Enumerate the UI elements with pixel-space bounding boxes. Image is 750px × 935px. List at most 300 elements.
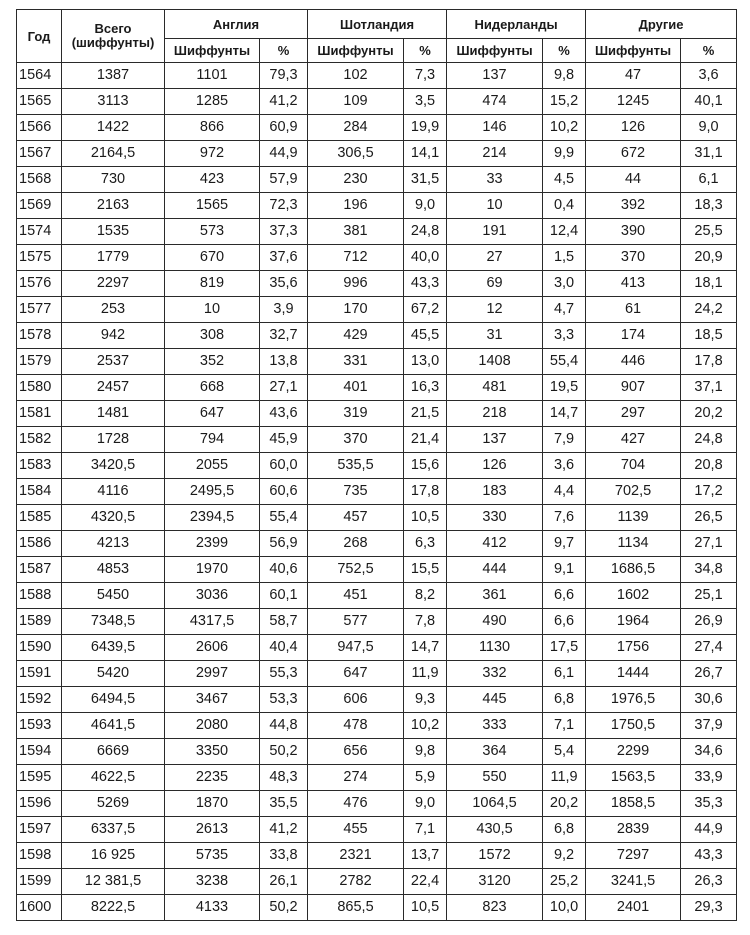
cell-scotland-pct: 21,5 <box>404 401 447 427</box>
cell-other-amount: 3241,5 <box>586 869 681 895</box>
table-row <box>17 713 737 739</box>
cell-year: 1600 <box>17 895 62 921</box>
cell-other-pct: 30,6 <box>681 687 737 713</box>
cell-scotland-amount: 752,5 <box>308 557 404 583</box>
cell-scotland-amount: 284 <box>308 115 404 141</box>
table-wrapper <box>16 9 737 921</box>
cell-other-amount: 672 <box>586 141 681 167</box>
cell-netherlands-amount: 27 <box>447 245 543 271</box>
cell-netherlands-pct: 9,9 <box>543 141 586 167</box>
cell-england-amount: 2080 <box>165 713 260 739</box>
cell-netherlands-amount: 69 <box>447 271 543 297</box>
cell-total: 7348,5 <box>62 609 165 635</box>
cell-netherlands-amount: 444 <box>447 557 543 583</box>
cell-other-amount: 1756 <box>586 635 681 661</box>
cell-netherlands-amount: 3120 <box>447 869 543 895</box>
cell-netherlands-pct: 15,2 <box>543 89 586 115</box>
cell-scotland-amount: 457 <box>308 505 404 531</box>
cell-england-pct: 37,3 <box>260 219 308 245</box>
cell-netherlands-pct: 4,7 <box>543 297 586 323</box>
cell-netherlands-amount: 214 <box>447 141 543 167</box>
cell-netherlands-amount: 490 <box>447 609 543 635</box>
table-row <box>17 609 737 635</box>
cell-total: 12 381,5 <box>62 869 165 895</box>
cell-netherlands-pct: 9,1 <box>543 557 586 583</box>
cell-netherlands-amount: 333 <box>447 713 543 739</box>
header-total-line1: Всего <box>94 20 132 36</box>
cell-england-pct: 72,3 <box>260 193 308 219</box>
cell-year: 1586 <box>17 531 62 557</box>
cell-scotland-pct: 21,4 <box>404 427 447 453</box>
cell-netherlands-pct: 6,6 <box>543 583 586 609</box>
cell-other-amount: 1444 <box>586 661 681 687</box>
cell-england-amount: 2613 <box>165 817 260 843</box>
cell-netherlands-amount: 33 <box>447 167 543 193</box>
cell-netherlands-pct: 14,7 <box>543 401 586 427</box>
header-group-netherlands: Нидерланды <box>447 10 586 39</box>
cell-netherlands-amount: 218 <box>447 401 543 427</box>
cell-england-pct: 60,0 <box>260 453 308 479</box>
cell-other-pct: 20,2 <box>681 401 737 427</box>
cell-netherlands-amount: 146 <box>447 115 543 141</box>
cell-england-pct: 41,2 <box>260 89 308 115</box>
cell-scotland-pct: 7,1 <box>404 817 447 843</box>
cell-netherlands-amount: 12 <box>447 297 543 323</box>
cell-year: 1580 <box>17 375 62 401</box>
cell-netherlands-pct: 3,6 <box>543 453 586 479</box>
cell-total: 4116 <box>62 479 165 505</box>
cell-netherlands-pct: 20,2 <box>543 791 586 817</box>
cell-england-pct: 35,5 <box>260 791 308 817</box>
cell-england-amount: 3350 <box>165 739 260 765</box>
table-row <box>17 843 737 869</box>
cell-england-amount: 668 <box>165 375 260 401</box>
cell-other-amount: 1139 <box>586 505 681 531</box>
cell-england-pct: 44,9 <box>260 141 308 167</box>
cell-scotland-pct: 9,0 <box>404 791 447 817</box>
cell-other-pct: 20,8 <box>681 453 737 479</box>
cell-other-pct: 43,3 <box>681 843 737 869</box>
cell-other-pct: 37,9 <box>681 713 737 739</box>
cell-total: 2457 <box>62 375 165 401</box>
cell-other-amount: 47 <box>586 63 681 89</box>
cell-england-amount: 2399 <box>165 531 260 557</box>
cell-england-pct: 55,4 <box>260 505 308 531</box>
cell-other-pct: 20,9 <box>681 245 737 271</box>
cell-other-pct: 34,6 <box>681 739 737 765</box>
cell-netherlands-pct: 7,6 <box>543 505 586 531</box>
cell-england-pct: 60,6 <box>260 479 308 505</box>
table-row <box>17 245 737 271</box>
cell-other-pct: 24,2 <box>681 297 737 323</box>
cell-scotland-amount: 306,5 <box>308 141 404 167</box>
cell-year: 1567 <box>17 141 62 167</box>
cell-netherlands-amount: 1130 <box>447 635 543 661</box>
header-year: Год <box>17 10 62 63</box>
cell-other-pct: 6,1 <box>681 167 737 193</box>
cell-netherlands-amount: 1064,5 <box>447 791 543 817</box>
cell-england-pct: 32,7 <box>260 323 308 349</box>
cell-england-amount: 2055 <box>165 453 260 479</box>
cell-other-amount: 1245 <box>586 89 681 115</box>
cell-netherlands-pct: 0,4 <box>543 193 586 219</box>
header-group-england: Англия <box>165 10 308 39</box>
cell-netherlands-amount: 550 <box>447 765 543 791</box>
cell-other-pct: 18,3 <box>681 193 737 219</box>
cell-netherlands-pct: 25,2 <box>543 869 586 895</box>
cell-scotland-amount: 577 <box>308 609 404 635</box>
cell-year: 1587 <box>17 557 62 583</box>
cell-netherlands-pct: 19,5 <box>543 375 586 401</box>
cell-netherlands-amount: 361 <box>447 583 543 609</box>
cell-netherlands-pct: 10,2 <box>543 115 586 141</box>
cell-scotland-pct: 22,4 <box>404 869 447 895</box>
cell-other-pct: 17,8 <box>681 349 737 375</box>
cell-other-amount: 44 <box>586 167 681 193</box>
cell-scotland-pct: 15,6 <box>404 453 447 479</box>
cell-netherlands-pct: 11,9 <box>543 765 586 791</box>
cell-total: 6337,5 <box>62 817 165 843</box>
cell-scotland-amount: 535,5 <box>308 453 404 479</box>
cell-year: 1579 <box>17 349 62 375</box>
cell-netherlands-pct: 6,1 <box>543 661 586 687</box>
cell-netherlands-amount: 137 <box>447 427 543 453</box>
table-row <box>17 557 737 583</box>
cell-netherlands-pct: 1,5 <box>543 245 586 271</box>
header-unit: Шиффунты <box>165 39 260 63</box>
cell-england-amount: 308 <box>165 323 260 349</box>
cell-england-amount: 2997 <box>165 661 260 687</box>
cell-other-amount: 61 <box>586 297 681 323</box>
cell-year: 1574 <box>17 219 62 245</box>
cell-other-amount: 2839 <box>586 817 681 843</box>
cell-england-pct: 41,2 <box>260 817 308 843</box>
cell-england-pct: 37,6 <box>260 245 308 271</box>
cell-england-amount: 352 <box>165 349 260 375</box>
cell-other-pct: 31,1 <box>681 141 737 167</box>
table-row <box>17 401 737 427</box>
header-group-scotland: Шотландия <box>308 10 447 39</box>
cell-other-amount: 907 <box>586 375 681 401</box>
cell-england-pct: 45,9 <box>260 427 308 453</box>
cell-netherlands-pct: 6,8 <box>543 817 586 843</box>
cell-scotland-pct: 10,5 <box>404 505 447 531</box>
cell-netherlands-pct: 5,4 <box>543 739 586 765</box>
cell-other-amount: 2401 <box>586 895 681 921</box>
cell-netherlands-amount: 137 <box>447 63 543 89</box>
cell-other-amount: 1976,5 <box>586 687 681 713</box>
cell-other-amount: 1563,5 <box>586 765 681 791</box>
cell-year: 1594 <box>17 739 62 765</box>
cell-other-pct: 40,1 <box>681 89 737 115</box>
cell-year: 1590 <box>17 635 62 661</box>
cell-england-amount: 3467 <box>165 687 260 713</box>
cell-scotland-pct: 45,5 <box>404 323 447 349</box>
cell-scotland-amount: 2321 <box>308 843 404 869</box>
table-row <box>17 375 737 401</box>
cell-scotland-pct: 7,3 <box>404 63 447 89</box>
table-row <box>17 427 737 453</box>
cell-other-pct: 34,8 <box>681 557 737 583</box>
cell-scotland-amount: 2782 <box>308 869 404 895</box>
cell-netherlands-amount: 1408 <box>447 349 543 375</box>
cell-year: 1593 <box>17 713 62 739</box>
cell-scotland-pct: 40,0 <box>404 245 447 271</box>
cell-other-amount: 1964 <box>586 609 681 635</box>
cell-england-amount: 4317,5 <box>165 609 260 635</box>
cell-scotland-pct: 24,8 <box>404 219 447 245</box>
cell-netherlands-amount: 126 <box>447 453 543 479</box>
header-pct: % <box>543 39 586 63</box>
cell-scotland-amount: 996 <box>308 271 404 297</box>
cell-england-pct: 58,7 <box>260 609 308 635</box>
cell-england-amount: 2495,5 <box>165 479 260 505</box>
cell-total: 942 <box>62 323 165 349</box>
cell-other-pct: 25,1 <box>681 583 737 609</box>
table-row <box>17 271 737 297</box>
cell-scotland-amount: 274 <box>308 765 404 791</box>
cell-other-amount: 427 <box>586 427 681 453</box>
cell-scotland-pct: 10,5 <box>404 895 447 921</box>
cell-total: 5450 <box>62 583 165 609</box>
cell-year: 1597 <box>17 817 62 843</box>
table-row <box>17 167 737 193</box>
cell-total: 253 <box>62 297 165 323</box>
cell-scotland-amount: 735 <box>308 479 404 505</box>
cell-other-amount: 7297 <box>586 843 681 869</box>
cell-year: 1591 <box>17 661 62 687</box>
cell-other-amount: 126 <box>586 115 681 141</box>
cell-england-amount: 972 <box>165 141 260 167</box>
cell-england-pct: 53,3 <box>260 687 308 713</box>
cell-england-amount: 670 <box>165 245 260 271</box>
cell-other-pct: 29,3 <box>681 895 737 921</box>
cell-netherlands-pct: 12,4 <box>543 219 586 245</box>
cell-other-amount: 370 <box>586 245 681 271</box>
cell-england-amount: 3036 <box>165 583 260 609</box>
cell-scotland-amount: 331 <box>308 349 404 375</box>
table-row <box>17 687 737 713</box>
cell-scotland-amount: 647 <box>308 661 404 687</box>
cell-scotland-amount: 381 <box>308 219 404 245</box>
cell-other-amount: 1602 <box>586 583 681 609</box>
cell-total: 3113 <box>62 89 165 115</box>
cell-england-pct: 13,8 <box>260 349 308 375</box>
cell-other-pct: 17,2 <box>681 479 737 505</box>
cell-scotland-amount: 102 <box>308 63 404 89</box>
cell-england-amount: 3238 <box>165 869 260 895</box>
cell-year: 1584 <box>17 479 62 505</box>
cell-other-amount: 297 <box>586 401 681 427</box>
table-row <box>17 323 737 349</box>
cell-england-amount: 2606 <box>165 635 260 661</box>
cell-year: 1589 <box>17 609 62 635</box>
cell-scotland-amount: 268 <box>308 531 404 557</box>
cell-netherlands-pct: 9,8 <box>543 63 586 89</box>
cell-england-pct: 33,8 <box>260 843 308 869</box>
cell-england-amount: 5735 <box>165 843 260 869</box>
cell-scotland-pct: 9,0 <box>404 193 447 219</box>
cell-other-amount: 1858,5 <box>586 791 681 817</box>
cell-total: 5269 <box>62 791 165 817</box>
header-pct: % <box>681 39 737 63</box>
cell-year: 1564 <box>17 63 62 89</box>
cell-scotland-amount: 455 <box>308 817 404 843</box>
cell-total: 2163 <box>62 193 165 219</box>
cell-other-pct: 27,1 <box>681 531 737 557</box>
cell-netherlands-pct: 3,0 <box>543 271 586 297</box>
cell-england-pct: 60,9 <box>260 115 308 141</box>
table-row <box>17 297 737 323</box>
cell-other-amount: 413 <box>586 271 681 297</box>
cell-total: 2164,5 <box>62 141 165 167</box>
cell-total: 3420,5 <box>62 453 165 479</box>
cell-other-amount: 704 <box>586 453 681 479</box>
cell-england-amount: 2394,5 <box>165 505 260 531</box>
cell-other-pct: 27,4 <box>681 635 737 661</box>
cell-other-pct: 18,5 <box>681 323 737 349</box>
cell-scotland-amount: 451 <box>308 583 404 609</box>
cell-other-amount: 1686,5 <box>586 557 681 583</box>
cell-scotland-amount: 656 <box>308 739 404 765</box>
cell-england-pct: 27,1 <box>260 375 308 401</box>
cell-total: 16 925 <box>62 843 165 869</box>
cell-scotland-amount: 947,5 <box>308 635 404 661</box>
cell-england-amount: 1970 <box>165 557 260 583</box>
cell-england-pct: 50,2 <box>260 895 308 921</box>
cell-year: 1569 <box>17 193 62 219</box>
cell-england-pct: 50,2 <box>260 739 308 765</box>
cell-england-pct: 56,9 <box>260 531 308 557</box>
cell-netherlands-amount: 31 <box>447 323 543 349</box>
cell-netherlands-pct: 6,8 <box>543 687 586 713</box>
cell-scotland-amount: 401 <box>308 375 404 401</box>
cell-england-amount: 1565 <box>165 193 260 219</box>
cell-year: 1575 <box>17 245 62 271</box>
table-row <box>17 583 737 609</box>
cell-netherlands-pct: 9,2 <box>543 843 586 869</box>
cell-other-pct: 9,0 <box>681 115 737 141</box>
cell-netherlands-amount: 445 <box>447 687 543 713</box>
cell-netherlands-amount: 332 <box>447 661 543 687</box>
cell-netherlands-amount: 430,5 <box>447 817 543 843</box>
cell-other-amount: 446 <box>586 349 681 375</box>
header-pct: % <box>404 39 447 63</box>
cell-scotland-amount: 865,5 <box>308 895 404 921</box>
cell-england-amount: 4133 <box>165 895 260 921</box>
cell-scotland-pct: 9,8 <box>404 739 447 765</box>
cell-scotland-pct: 10,2 <box>404 713 447 739</box>
cell-scotland-pct: 19,9 <box>404 115 447 141</box>
cell-scotland-amount: 606 <box>308 687 404 713</box>
cell-netherlands-pct: 4,5 <box>543 167 586 193</box>
cell-scotland-pct: 8,2 <box>404 583 447 609</box>
header-pct: % <box>260 39 308 63</box>
cell-year: 1566 <box>17 115 62 141</box>
header-unit: Шиффунты <box>308 39 404 63</box>
cell-scotland-amount: 476 <box>308 791 404 817</box>
cell-england-pct: 79,3 <box>260 63 308 89</box>
cell-total: 1387 <box>62 63 165 89</box>
table-row <box>17 531 737 557</box>
cell-netherlands-amount: 330 <box>447 505 543 531</box>
cell-scotland-amount: 170 <box>308 297 404 323</box>
cell-year: 1599 <box>17 869 62 895</box>
table-row <box>17 505 737 531</box>
cell-total: 2297 <box>62 271 165 297</box>
cell-scotland-amount: 109 <box>308 89 404 115</box>
cell-total: 1779 <box>62 245 165 271</box>
cell-other-pct: 44,9 <box>681 817 737 843</box>
cell-england-pct: 3,9 <box>260 297 308 323</box>
cell-year: 1577 <box>17 297 62 323</box>
cell-year: 1576 <box>17 271 62 297</box>
cell-england-amount: 647 <box>165 401 260 427</box>
table-row <box>17 479 737 505</box>
cell-netherlands-amount: 183 <box>447 479 543 505</box>
cell-total: 6669 <box>62 739 165 765</box>
cell-england-pct: 48,3 <box>260 765 308 791</box>
cell-england-pct: 26,1 <box>260 869 308 895</box>
table-row <box>17 817 737 843</box>
cell-england-pct: 55,3 <box>260 661 308 687</box>
table-row <box>17 63 737 89</box>
cell-scotland-amount: 196 <box>308 193 404 219</box>
cell-total: 1535 <box>62 219 165 245</box>
table-row <box>17 869 737 895</box>
cell-england-amount: 10 <box>165 297 260 323</box>
cell-year: 1598 <box>17 843 62 869</box>
cell-total: 8222,5 <box>62 895 165 921</box>
cell-scotland-pct: 11,9 <box>404 661 447 687</box>
cell-other-pct: 25,5 <box>681 219 737 245</box>
cell-other-amount: 174 <box>586 323 681 349</box>
cell-england-amount: 423 <box>165 167 260 193</box>
cell-scotland-pct: 15,5 <box>404 557 447 583</box>
cell-total: 1422 <box>62 115 165 141</box>
cell-scotland-pct: 3,5 <box>404 89 447 115</box>
cell-england-pct: 35,6 <box>260 271 308 297</box>
cell-scotland-pct: 13,0 <box>404 349 447 375</box>
cell-england-pct: 60,1 <box>260 583 308 609</box>
cell-other-pct: 35,3 <box>681 791 737 817</box>
cell-england-amount: 819 <box>165 271 260 297</box>
cell-other-pct: 26,5 <box>681 505 737 531</box>
header-total-line2: (шиффунты) <box>71 35 155 50</box>
cell-scotland-pct: 14,1 <box>404 141 447 167</box>
cell-netherlands-pct: 17,5 <box>543 635 586 661</box>
table-row <box>17 895 737 921</box>
cell-england-amount: 1101 <box>165 63 260 89</box>
cell-year: 1582 <box>17 427 62 453</box>
cell-other-amount: 392 <box>586 193 681 219</box>
cell-scotland-amount: 370 <box>308 427 404 453</box>
cell-year: 1585 <box>17 505 62 531</box>
cell-england-amount: 1870 <box>165 791 260 817</box>
header-total <box>62 10 165 63</box>
cell-netherlands-pct: 55,4 <box>543 349 586 375</box>
shipments-table <box>16 9 737 921</box>
cell-scotland-amount: 230 <box>308 167 404 193</box>
cell-scotland-pct: 6,3 <box>404 531 447 557</box>
cell-scotland-amount: 429 <box>308 323 404 349</box>
cell-total: 4641,5 <box>62 713 165 739</box>
cell-netherlands-amount: 412 <box>447 531 543 557</box>
cell-other-pct: 26,9 <box>681 609 737 635</box>
table-header <box>17 10 737 63</box>
table-row <box>17 739 737 765</box>
cell-total: 4213 <box>62 531 165 557</box>
